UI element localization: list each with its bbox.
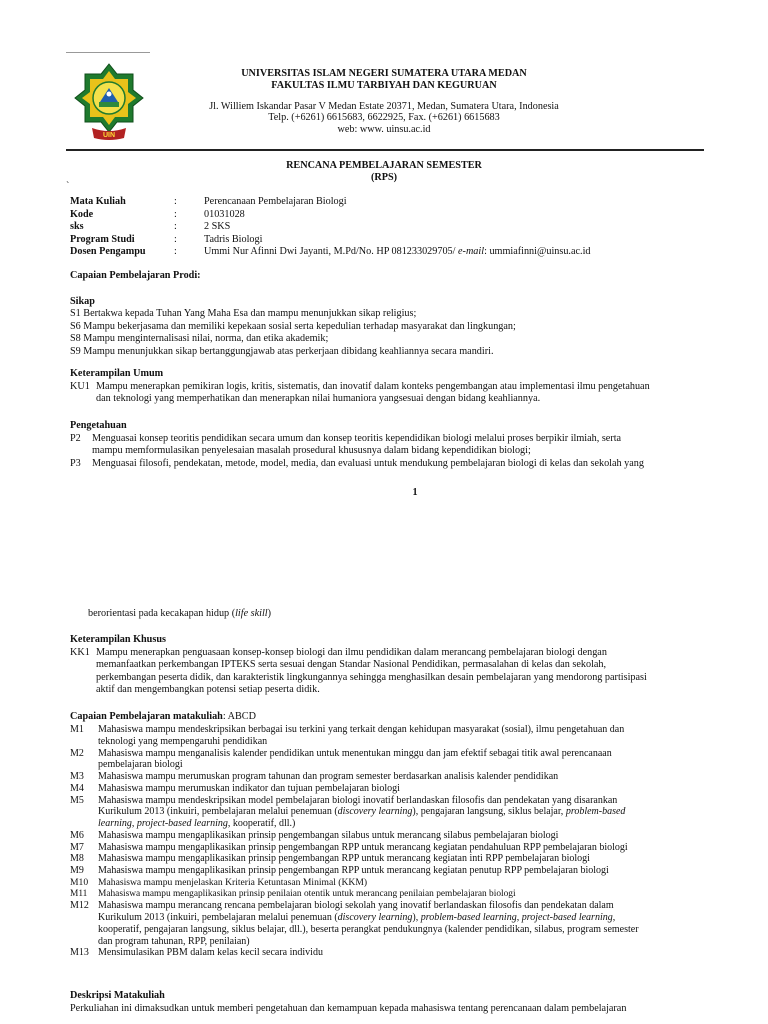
document-subtitle: (RPS) xyxy=(370,172,398,183)
list-item: M6 Mahasiswa mampu mengaplikasikan prinsip pengembangan silabus untuk merancang silabus pembelajaran biologi xyxy=(70,829,559,841)
cpmk-list: M1 Mahasiswa mampu mendeskripsikan berbagai isu terkini yang terkait dengan kehidupan masyarakat (sosial), ilmu pengetahuan dan teknologi yang mempengaruhi pendidikan M2 Mahasiswa mampu menganalisis kalender pendidikan untuk menentukan minggu dan jam efektif sebagai titik awal perencanaan pembelajaran biologi M3 Mahasiswa mampu merumuskan program tahunan dan program semester berdasarkan analisis kalender pendidikan M4 Mahasiswa mampu merumuskan indikator dan tujuan pembelajaran biologi M5 Mahasiswa mampu mendeskripsikan model pembelajaran biologi inovatif berlandaskan filosofis dan pendekatan yang disarankan Kurikulum 2013 (inkuiri, pembelajaran melalui penemuan (discovery learning), pengajaran langsung, siklus belajar, problem-based learning, project-based learning, kooperatif, dll.) M6 Mahasiswa mampu mengaplikasikan prinsip pengembangan silabus untuk merancang silabus pembelajaran biologi M7 Mahasiswa mampu mengaplikasikan prinsip pengembangan RPP untuk merancang kegiatan pendahuluan RPP pembelajaran biologi M8 Mahasiswa mampu mengaplikasikan prinsip pengembangan RPP untuk merancang kegiatan inti RPP pembelajaran biologi M9 Mahasiswa mampu mengaplikasikan prinsip pengembangan RPP untuk merancang kegiatan penutup RPP pembelajaran biologi M10 Mahasiswa mampu menjelaskan Kriteria Ketuntasan Minimal (KKM) M11 Mahasiswa mampu mengaplikasikan prinsip penilaian otentik untuk merancang penilaian pembelajaran biologi M12 Mahasiswa mampu merancang rencana pembelajaran biologi sekolah yang inovatif berlandaskan filosofis dan pendekatan dalam Kurikulum 2013 (inkuiri, pembelajaran melalui penemuan (discovery learning), problem-based learning, project-based learning, kooperatif, pengajaran langsung, siklus belajar, dll.), beserta perangkat pendukungnya (kalender pendidikan, silabus, program semester dan program tahunan, RPP, penilaian) M13 Mensimulasikan PBM dalam kelas kecil secara individu xyxy=(70,724,704,959)
page-number: 1 xyxy=(412,487,418,498)
university-name: UNIVERSITAS ISLAM NEGERI SUMATERA UTARA MEDAN xyxy=(241,68,527,79)
list-item: M5 Mahasiswa mampu mendeskripsikan model pembelajaran biologi inovatif berlandaskan filosofis dan pendekatan yang disarankan xyxy=(70,794,618,806)
list-item: M10 Mahasiswa mampu menjelaskan Kriteria Ketuntasan Minimal (KKM) xyxy=(70,876,368,888)
p3-continuation: berorientasi pada kecakapan hidup (life skill) xyxy=(88,608,272,619)
list-item: M11 Mahasiswa mampu mengaplikasikan prinsip penilaian otentik untuk merancang penilaian pembelajaran biologi xyxy=(70,888,516,899)
university-logo xyxy=(66,54,152,144)
logo-text: UIN xyxy=(102,132,116,139)
list-item: S9 Mampu menunjukkan sikap bertanggungjawab atas perkerjaan dibidang keahliannya secara mandiri. xyxy=(70,345,494,357)
sikap-list xyxy=(70,308,710,358)
info-key: Dosen Pengampu xyxy=(70,246,146,258)
top-divider xyxy=(66,52,150,53)
list-item: S1 Bertakwa kepada Tuhan Yang Maha Esa dan mampu menunjukkan sikap religius; xyxy=(70,308,417,319)
list-item: M7 Mahasiswa mampu mengaplikasikan prinsip pengembangan RPP untuk merancang kegiatan pendahuluan RPP pembelajaran biologi xyxy=(70,841,628,853)
cpmk-title: Capaian Pembelajaran matakuliah: ABCD xyxy=(70,711,256,722)
list-item: M13 Mensimulasikan PBM dalam kelas kecil secara individu xyxy=(70,947,323,959)
list-item: M8 Mahasiswa mampu mengaplikasikan prinsip pengembangan RPP untuk merancang kegiatan inti RPP pembelajaran biologi xyxy=(70,853,590,865)
list-item: M2 Mahasiswa mampu menganalisis kalender pendidikan untuk menentukan minggu dan jam efektif sebagai titik awal perencanaan xyxy=(70,747,612,759)
deskripsi-title: Deskripsi Matakuliah xyxy=(70,990,165,1001)
list-item: S6 Mampu bekerjasama dan memiliki kepekaan sosial serta kepedulian terhadap masyarakat dan lingkungan; xyxy=(70,320,516,332)
deskripsi-text: Perkuliahan ini dimaksudkan untuk memberi pengetahuan dan kemampuan kepada mahasiswa tentang perencanaan dalam pembelajaran xyxy=(70,1003,627,1014)
address: Jl. Williem Iskandar Pasar V Medan Estate 20371, Medan, Sumatera Utara, Indonesia xyxy=(209,101,559,112)
info-key: Program Studi xyxy=(70,233,135,245)
info-key: sks xyxy=(70,221,84,233)
info-value: Perencanaan Pembelajaran Biologi xyxy=(204,196,347,207)
ku-title: Keterampilan Umum xyxy=(70,368,164,379)
list-item: M4 Mahasiswa mampu merumuskan indikator dan tujuan pembelajaran biologi xyxy=(70,782,400,794)
document-title: RENCANA PEMBELAJARAN SEMESTER xyxy=(286,160,482,171)
header-rule xyxy=(66,149,704,151)
list-item: M9 Mahasiswa mampu mengaplikasikan prinsip pengembangan RPP untuk merancang kegiatan penutup RPP pembelajaran biologi xyxy=(70,865,609,876)
website: web: www. uinsu.ac.id xyxy=(337,124,431,135)
kk-item: KK1 Mampu menerapkan penguasaan konsep-konsep biologi dan ilmu pendidikan dalam merancang pembelajaran biologi dengan memanfaatkan perkembangan IPTEKS serta sesuai dengan Standar Nasional Pendidikan, permasalahan di kelas dan sekolah, perkembangan peserta didik, dan karakteristik lingkungannya sehingga menghasilkan desain pembelajaran yang mendorong partisipasi aktif dan mengembangkan potensi setiap peserta didik. xyxy=(70,647,647,696)
kk-title: Keterampilan Khusus xyxy=(70,634,166,645)
pengetahuan-title: Pengetahuan xyxy=(70,420,127,431)
cpl-title: Capaian Pembelajaran Prodi: xyxy=(70,270,201,281)
list-item: M12 Mahasiswa mampu merancang rencana pembelajaran biologi sekolah yang inovatif berlandaskan filosofis dan pendekatan dalam xyxy=(70,900,614,912)
stray-mark: ` xyxy=(66,181,70,192)
info-key: Mata Kuliah xyxy=(70,196,126,207)
info-value: 2 SKS xyxy=(204,221,231,233)
phone: Telp. (+6261) 6615683, 6622925, Fax. (+6261) 6615683 xyxy=(268,112,500,123)
info-value: 01031028 xyxy=(204,208,245,220)
sikap-title: Sikap xyxy=(70,296,95,307)
course-info: Mata Kuliah : Perencanaan Pembelajaran Biologi Kode : 01031028 sks : 2 SKS Program Studi : Tadris Biologi Dosen Pengampu : Ummi Nur Afinni Dwi Jayanti, M.Pd/No. HP 081233029705/ e-mail: ummiafinni@uinsu.ac.id xyxy=(70,196,591,258)
faculty-name: FAKULTAS ILMU TARBIYAH DAN KEGURUAN xyxy=(271,80,497,91)
info-key: Kode xyxy=(70,208,94,220)
list-item: M1 Mahasiswa mampu mendeskripsikan berbagai isu terkini yang terkait dengan kehidupan masyarakat (sosial), ilmu pengetahuan dan xyxy=(70,724,625,735)
pengetahuan-list: P2 Menguasai konsep teoritis pendidikan secara umum dan konsep teoritis kependidikan biologi melalui proses berpikir ilmiah, serta mampu memformulasikan penyelesaian masalah prosedural khususnya dalam bidang kependidikan biologi; P3 Menguasai filosofi, pendekatan, metode, model, media, dan evaluasi untuk mendukung pembelajaran biologi di kelas dan sekolah yang xyxy=(70,433,644,469)
info-value: Ummi Nur Afinni Dwi Jayanti, M.Pd/No. HP 081233029705/ e-mail: ummiafinni@uinsu.ac.id xyxy=(204,246,591,258)
list-item: S8 Mampu menginternalisasi nilai, norma, dan etika akademik; xyxy=(70,333,329,345)
list-item: M3 Mahasiswa mampu merumuskan program tahunan dan program semester berdasarkan analisis kalender pendidikan xyxy=(70,771,559,782)
info-value: Tadris Biologi xyxy=(204,233,263,245)
ku-item: KU1 Mampu menerapkan pemikiran logis, kritis, sistematis, dan inovatif dalam konteks pengembangan atau implementasi ilmu pengetahuan dan teknologi yang memperhatikan dan menerapkan nilai humaniora yangsesuai dengan bidang keahliannya. xyxy=(70,381,650,405)
